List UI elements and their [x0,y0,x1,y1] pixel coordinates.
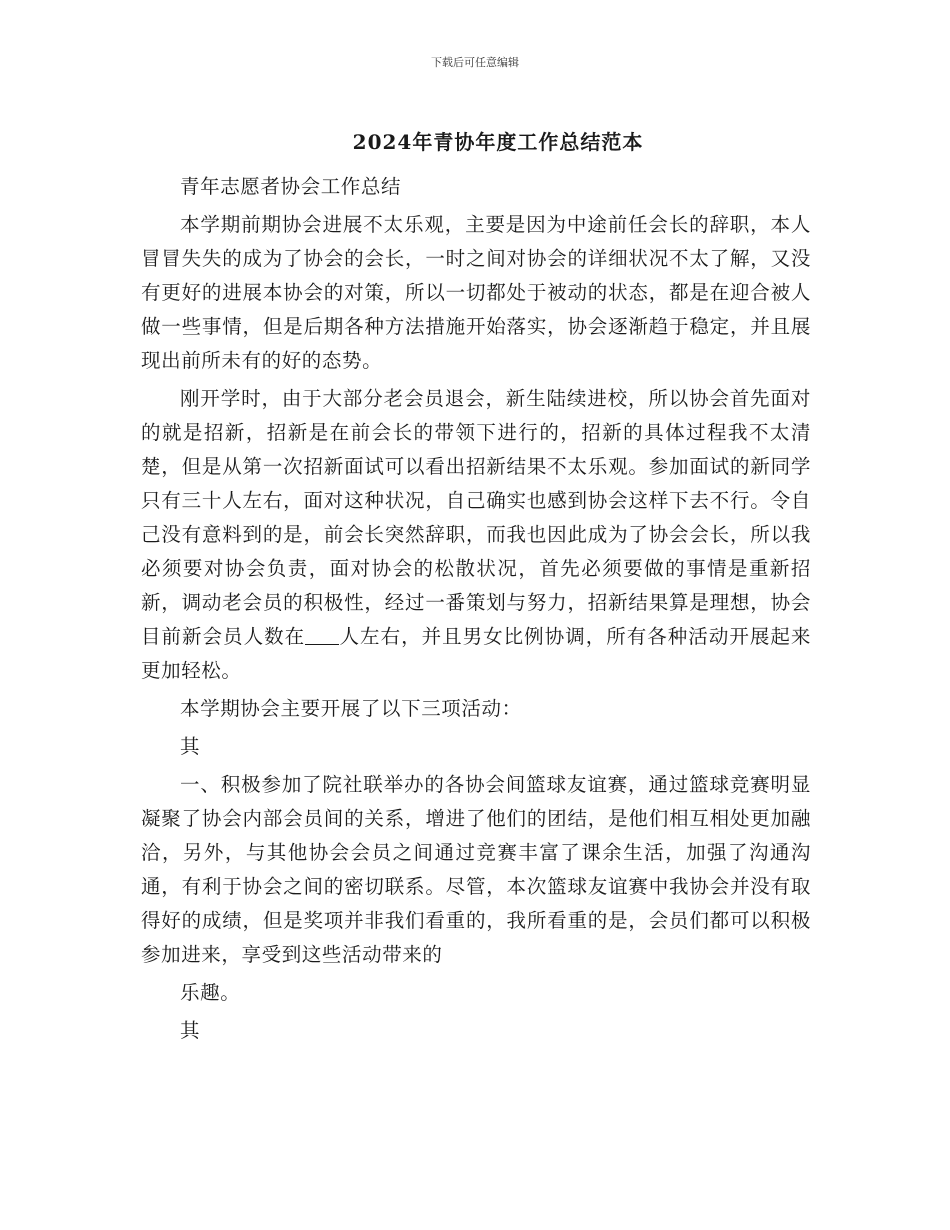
paragraph-marker-2: 其 [180,1019,201,1042]
paragraph-activities-intro: 本学期协会主要开展了以下三项活动： [180,697,522,720]
paragraph-intro: 本学期前期协会进展不太乐观，主要是因为中途前任会长的辞职，本人冒冒失失的成为了协会的会长，一时之间对协会的详细状况不太了解，又没有更好的进展本协会的对策，所以一切都处于被动的状态，都是在迎合被人做一些事情，但是后期各种方法措施开始落实，协会逐渐趋于稳定，并且展现出前所未有的好的态势。 [141,213,811,372]
document-title: 2024年青协年度工作总结范本 [352,130,644,154]
paragraph-recruitment-tail: 人左右，并且男女比例协调，所有各种活动开展起来更加轻松。 [141,625,811,682]
paragraph-marker-1: 其 [180,735,201,758]
document-body [141,170,811,1052]
fill-in-blank [305,626,339,645]
paragraph-activity-1: 一、积极参加了院社联举办的各协会间篮球友谊赛，通过篮球竞赛明显凝聚了协会内部会员间的关系，增进了他们的团结，是他们相互相处更加融洽，另外，与其他协会会员之间通过竞赛丰富了课余生活，加强了沟通沟通，有利于协会之间的密切联系。尽管，本次篮球友谊赛中我协会并没有取得好的成绩，但是奖项并非我们看重的，我所看重的是，会员们都可以积极参加进来，享受到这些活动带来的 [141,773,811,966]
page-header-note: 下载后可任意编辑 [431,56,519,69]
paragraph-recruitment-text: 刚开学时，由于大部分老会员退会，新生陆续进校，所以协会首先面对的就是招新，招新是在前会长的带领下进行的，招新的具体过程我不太清楚，但是从第一次招新面试可以看出招新结果不太乐观。参加面试的新同学只有三十人左右，面对这种状况，自己确实也感到协会这样下去不行。令自己没有意料到的是，前会长突然辞职，而我也因此成为了协会会长，所以我必须要对协会负责，面对协会的松散状况，首先必须要做的事情是重新招新，调动老会员的积极性，经过一番策划与努力，招新结果算是理想，协会目前新会员人数在 [141,387,811,648]
paragraph-subtitle: 青年志愿者协会工作总结 [180,175,402,198]
paragraph-recruitment [141,382,811,688]
paragraph-activity-1-end: 乐趣。 [180,981,241,1004]
